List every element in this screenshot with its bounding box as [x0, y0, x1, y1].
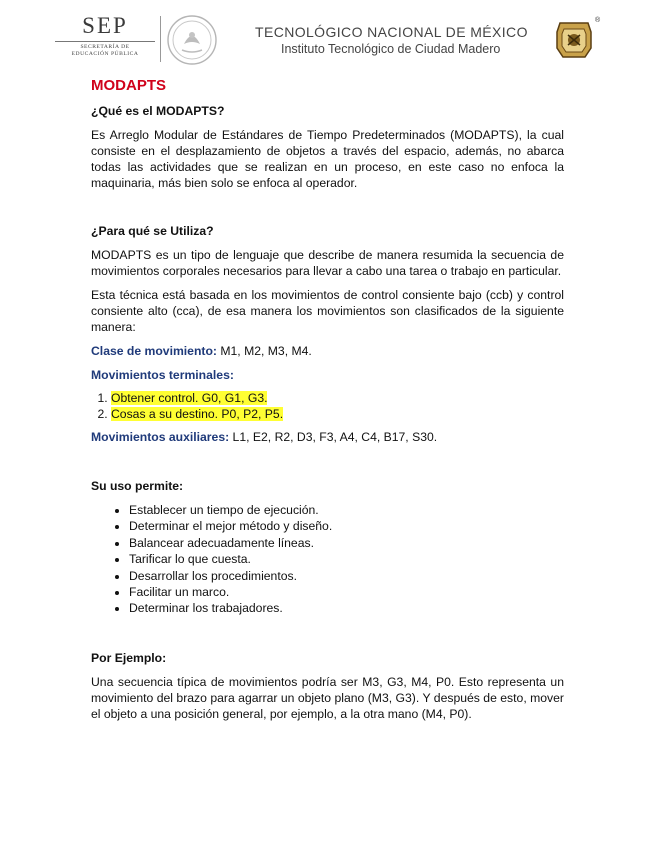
- list-item: • Desarrollar los procedimientos.: [129, 568, 564, 584]
- document-title: MODAPTS: [91, 77, 166, 94]
- paragraph-definition: Es Arreglo Modular de Estándares de Tiempo Predeterminados (MODAPTS), la cual consiste en el desplazamiento de objetos a través del espacio, además, no abarca todas las actividades que se realizan en un proceso, en este caso no enfoca la maquinaria, más bien solo se enfoca al operador.: [91, 128, 564, 190]
- header-divider: [160, 16, 161, 62]
- list-item: [111, 390, 564, 406]
- registered-mark: ®: [595, 17, 601, 24]
- sep-wordmark: SEP: [82, 13, 128, 38]
- paragraph-example: Una secuencia típica de movimientos podría ser M3, G3, M4, P0. Esto representa un movimiento del brazo para agarrar un objeto plano (M3, G3). Y después de esto, mover el objeto a una posición general, por ejemplo, a la otra mano (M4, P0).: [91, 674, 564, 721]
- document-body: [91, 76, 564, 722]
- heading-uso-permite: Su uso permite:: [91, 479, 184, 493]
- movimientos-terminales-label: Movimientos terminales:: [91, 368, 234, 382]
- list-item: • Balancear adecuadamente líneas.: [129, 535, 564, 551]
- sep-logo: [55, 14, 155, 58]
- sep-subtitle: [55, 41, 155, 58]
- sep-subtitle-line2: EDUCACIÓN PÚBLICA: [71, 51, 139, 57]
- auxiliares-line: [91, 429, 564, 445]
- auxiliares-label: Movimientos auxiliares:: [91, 430, 230, 444]
- clase-movimiento-value: M1, M2, M3, M4.: [216, 344, 312, 358]
- institution-subtitle: Instituto Tecnológico de Ciudad Madero: [281, 42, 501, 56]
- list-item: • Determinar el mejor método y diseño.: [129, 518, 564, 534]
- terminal-item-1: Obtener control. G0, G1, G3.: [111, 391, 268, 405]
- paragraph-usage: MODAPTS es un tipo de lenguaje que describe de manera resumida la secuencia de movimientos corporales necesarios para llevar a cabo una tarea o trabajo en particular.: [91, 248, 564, 278]
- mexico-seal-icon: [166, 14, 218, 66]
- list-item: • Tarificar lo que cuesta.: [129, 551, 564, 567]
- terminal-item-2: Cosas a su destino. P0, P2, P5.: [111, 407, 284, 421]
- sep-subtitle-line1: SECRETARÍA DE: [80, 44, 130, 50]
- clase-movimiento-label: Clase de movimiento:: [91, 344, 217, 358]
- institution-title: TECNOLÓGICO NACIONAL DE MÉXICO: [255, 24, 528, 40]
- clase-movimiento-line: [91, 343, 564, 359]
- list-item: • Determinar los trabajadores.: [129, 600, 564, 616]
- heading-por-ejemplo: Por Ejemplo:: [91, 650, 167, 665]
- paragraph-technique: Esta técnica está basada en los movimientos de control consiente bajo (ccb) y control consiente alto (cca), de esa manera los movimientos son clasificados de la siguiente manera:: [91, 288, 564, 334]
- list-item: • Establecer un tiempo de ejecución.: [129, 502, 564, 518]
- heading-que-es: ¿Qué es el MODAPTS?: [91, 104, 225, 118]
- itcm-logo-icon: [554, 20, 594, 60]
- page-header: [0, 0, 655, 78]
- uso-list: [91, 502, 564, 617]
- list-item: [111, 406, 564, 422]
- terminales-list: [91, 390, 564, 422]
- heading-para-que: ¿Para qué se Utiliza?: [91, 224, 214, 238]
- auxiliares-value: L1, E2, R2, D3, F3, A4, C4, B17, S30.: [229, 430, 438, 444]
- list-item: • Facilitar un marco.: [129, 584, 564, 600]
